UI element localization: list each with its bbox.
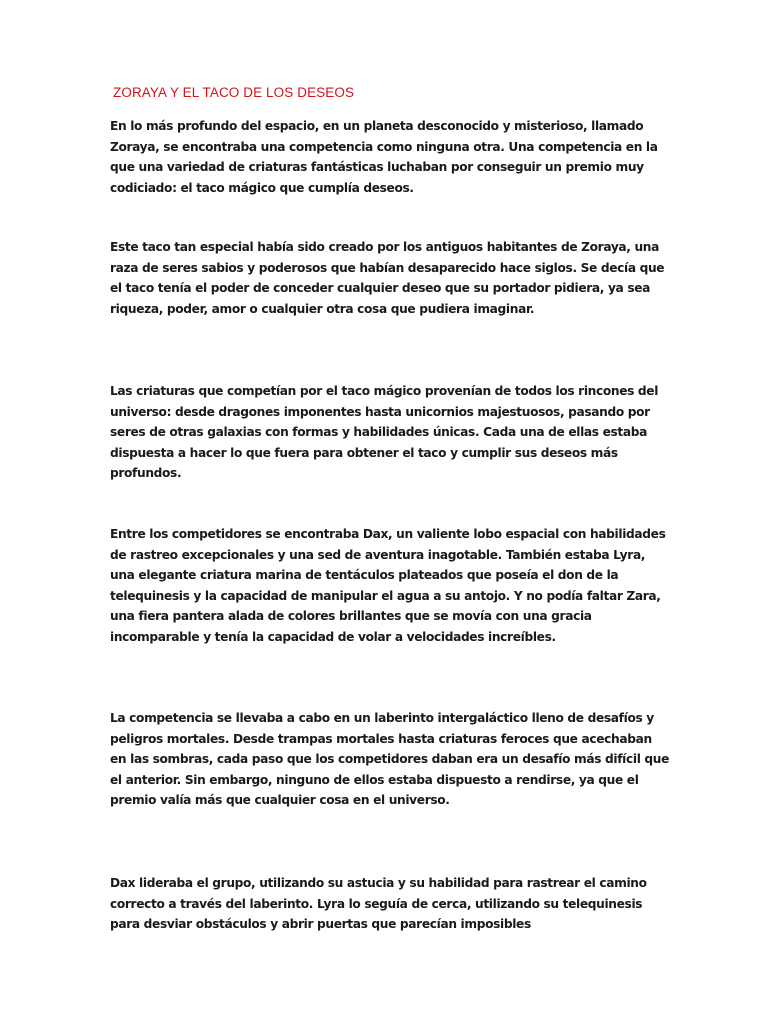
paragraph-5: La competencia se llevaba a cabo en un laberinto intergaláctico lleno de desafíos y peligros mortales. Desde trampas mortales hasta criaturas feroces que acechaban en las sombras, cada paso que los competidores daban era un desafío más difícil que el anterior. Sin embargo, ninguno de ellos estaba dispuesto a rendirse, ya que el premio valía más que cualquier cosa en el universo. bbox=[110, 711, 670, 808]
document-title: ZORAYA Y EL TACO DE LOS DESEOS bbox=[113, 85, 355, 100]
paragraph-4: Entre los competidores se encontraba Dax, un valiente lobo espacial con habilidades de rastreo excepcionales y una sed de aventura inagotable. También estaba Lyra, una elegante criatura marina de tentáculos plateados que poseía el don de la telequinesis y la capacidad de manipular el agua a su antojo. Y no podía faltar Zara, una fiera pantera alada de colores brillantes que se movía con una gracia incomparable y tenía la capacidad de volar a velocidades increíbles. bbox=[110, 527, 666, 644]
paragraph-3: Las criaturas que competían por el taco mágico provenían de todos los rincones del universo: desde dragones imponentes hasta unicornios majestuosos, pasando por seres de otras galaxias con formas y habilidades únicas. Cada una de ellas estaba dispuesta a hacer lo que fuera para obtener el taco y cumplir sus deseos más profundos. bbox=[110, 384, 659, 481]
paragraph-2: Este taco tan especial había sido creado por los antiguos habitantes de Zoraya, una raza de seres sabios y poderosos que habían desaparecido hace siglos. Se decía que el taco tenía el poder de conceder cualquier deseo que su portador pidiera, ya sea riqueza, poder, amor o cualquier otra cosa que pudiera imaginar. bbox=[110, 240, 665, 316]
paragraph-6: Dax lideraba el grupo, utilizando su astucia y su habilidad para rastrear el camino correcto a través del laberinto. Lyra lo seguía de cerca, utilizando su telequinesis para desviar obstáculos y abrir puertas que parecían imposibles bbox=[110, 876, 647, 932]
paragraph-1: En lo más profundo del espacio, en un planeta desconocido y misterioso, llamado Zoraya, se encontraba una competencia como ninguna otra. Una competencia en la que una variedad de criaturas fantásticas luchaban por conseguir un premio muy codiciado: el taco mágico que cumplía deseos. bbox=[110, 119, 658, 195]
